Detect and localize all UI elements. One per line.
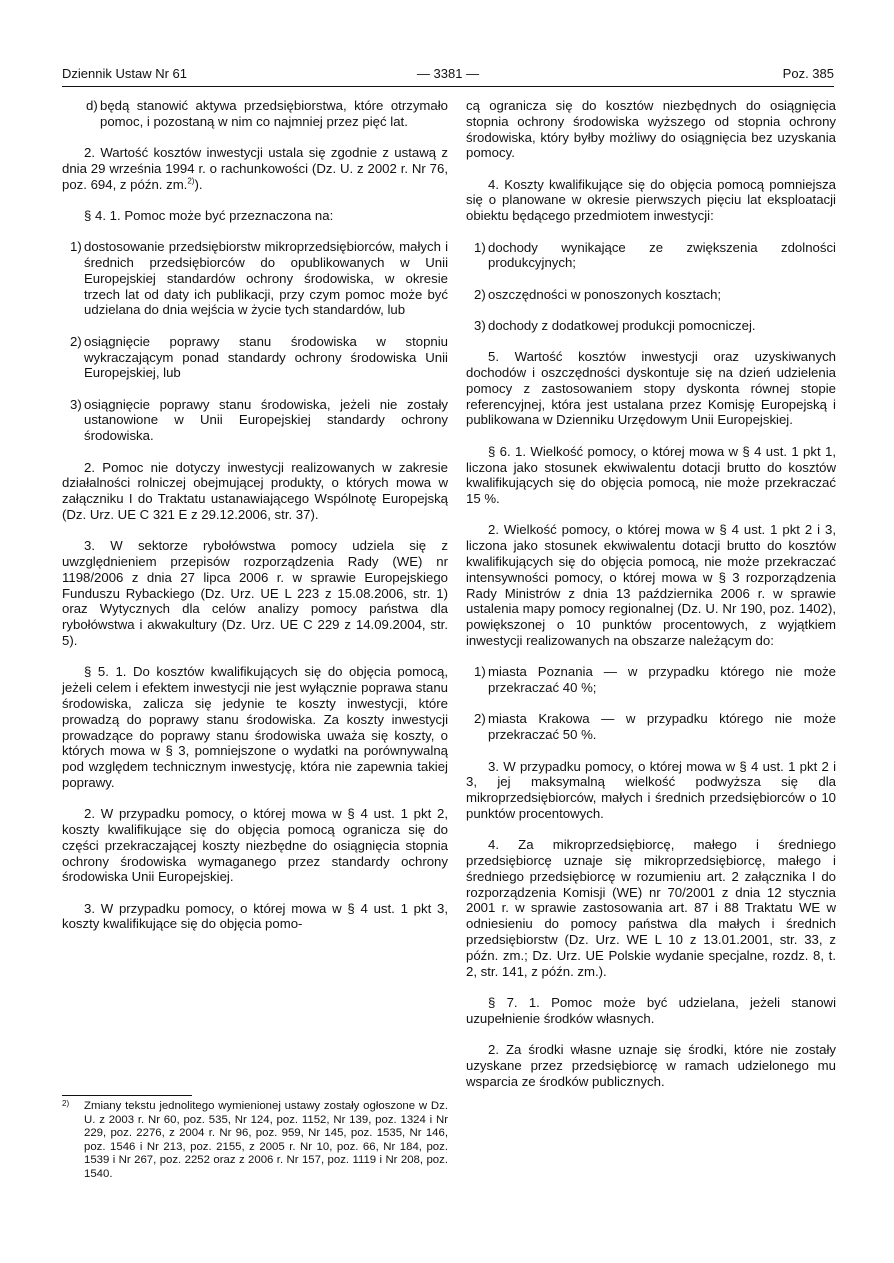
section-7-1: § 7. 1. Pomoc może być udzielana, jeżeli stanowi uzupełnienie środków własnych. bbox=[466, 994, 836, 1026]
list-item-1 bbox=[62, 239, 448, 318]
section-4-3: 3. W sektorze rybołówstwa pomocy udziela się z uwzględnieniem przepisów rozporządzenia Rady (WE) nr 1198/2006 z dnia 27 lipca 2006 r. w sprawie Europejskiego Funduszu Rybackiego (Dz. Urz. UE L 223 z 15.08.2006, str. 1) oraz Wytycznych dla celów analizy pomocy państwa dla rybołówstwa i akwakultury (Dz. Urz. UE C 229 z 14.09.2004, str. 5). bbox=[62, 538, 448, 649]
list-item-2 bbox=[466, 287, 836, 303]
list-item-2 bbox=[62, 334, 448, 381]
section-5-1: § 5. 1. Do kosztów kwalifikujących się do objęcia pomocą, jeżeli celem i efektem inwestycji nie jest wyłącznie poprawa stanu środowiska, zalicza się jedynie te koszty inwestycji, które prowadzą do poprawy stanu środowiska. Za koszty inwestycji prowadzące do poprawy stanu środowiska uważa się koszty, o których mowa w § 3, pomniejszone o wydatki na porównywalną pod względem technicznym inwestycję, która nie zapewnia takiej poprawy. bbox=[62, 664, 448, 790]
section-7-2: 2. Za środki własne uznaje się środki, które nie zostały uzyskane przez przedsiębiorcę w ramach udzielonego mu wsparcia ze środków publicznych. bbox=[466, 1041, 836, 1089]
list-marker: 2) bbox=[474, 286, 486, 302]
list-item-text: osiągnięcie poprawy stanu środowiska, jeżeli nie zostały ustanowione w Unii Europejskiej standardy ochrony środowiska. bbox=[84, 396, 448, 444]
section-6-1: § 6. 1. Wielkość pomocy, o której mowa w § 4 ust. 1 pkt 1, liczona jako stosunek ekwiwalentu dotacji brutto do kosztów kwalifikujących się do objęcia pomocą, nie może przekraczać 15 %. bbox=[466, 443, 836, 507]
section-6-3: 3. W przypadku pomocy, o której mowa w § 4 ust. 1 pkt 2 i 3, jej maksymalną wielkość podwyższa się dla mikroprzedsiębiorców, małych i średnich przedsiębiorców o 10 punktów procentowych. bbox=[466, 758, 836, 821]
journal-title: Dziennik Ustaw Nr 61 bbox=[62, 66, 187, 81]
list-marker: d) bbox=[86, 98, 98, 113]
footnote-mark: 2) bbox=[62, 1099, 70, 1108]
list-item-text: będą stanowić aktywa przedsiębiorstwa, które otrzymało pomoc, i pozostaną w nim co najmniej przez pięć lat. bbox=[100, 98, 448, 129]
paragraph-text-end: ). bbox=[194, 176, 203, 192]
section-5-2: 2. W przypadku pomocy, o której mowa w § 4 ust. 1 pkt 2, koszty kwalifikujące się do objęcia pomocą ogranicza się do części przekraczającej koszty niezbędne do osiągnięcia stopnia ochrony środowiska wymaganego przez standardy ochrony środowiska Unii Europejskiej. bbox=[62, 806, 448, 885]
list-marker: 1) bbox=[474, 239, 486, 255]
footnote bbox=[62, 1100, 448, 1182]
section-5-5: 5. Wartość kosztów inwestycji oraz uzyskiwanych dochodów i oszczędności dyskontuje się na dzień udzielenia pomocy z zastosowaniem stopy dyskonta równej stopie referencyjnej, która jest ustalana przez Komisję Europejską i publikowana w Dzienniku Urzędowym Unii Europejskiej. bbox=[466, 349, 836, 428]
list-item-poznan bbox=[466, 664, 836, 696]
list-item-text: dochody wynikające ze zwiększenia zdolności produkcyjnych; bbox=[488, 239, 836, 271]
section-4-2: 2. Pomoc nie dotyczy inwestycji realizowanych w zakresie działalności rolniczej obejmującej produkty, o których mowa w załączniku I do Traktatu ustanawiającego Wspólnotę Europejską (Dz. Urz. UE C 321 E z 29.12.2006, str. 37). bbox=[62, 459, 448, 522]
list-marker: 2) bbox=[70, 333, 82, 349]
paragraph bbox=[62, 145, 448, 192]
list-marker: 3) bbox=[474, 317, 486, 333]
section-5-4: 4. Koszty kwalifikujące się do objęcia pomocą pomniejsza się o planowane w okresie pierwszych pięciu lat eksploatacji obiektu będącego przedmiotem inwestycji: bbox=[466, 176, 836, 224]
page-number: — 3381 — bbox=[416, 66, 480, 81]
list-item-krakow bbox=[466, 711, 836, 743]
list-marker: 1) bbox=[70, 239, 82, 255]
list-item-text: miasta Krakowa — w przypadku którego nie może przekraczać 50 %. bbox=[488, 711, 836, 743]
list-item-3 bbox=[466, 318, 836, 334]
section-4-1: § 4. 1. Pomoc może być przeznaczona na: bbox=[84, 207, 334, 223]
list-item-text: dostosowanie przedsiębiorstw mikroprzedsiębiorców, małych i średnich przedsiębiorców do opublikowanych w Unii Europejskiej standardów ochrony środowiska, w okresie trzech lat od daty ich publikacji, przy czym pomoc może być udzielana do dnia wejścia w życie tych standardów, lub bbox=[84, 239, 448, 318]
section-5-3: 3. W przypadku pomocy, o której mowa w § 4 ust. 1 pkt 3, koszty kwalifikujące się do objęcia pomo- bbox=[62, 900, 448, 932]
paragraph-text: 2. Wartość kosztów inwestycji ustala się zgodnie z ustawą z dnia 29 września 1994 r. o rachunkowości (Dz. U. z 2002 r. Nr 76, poz. 694, z późn. zm. bbox=[62, 145, 448, 192]
list-marker: 3) bbox=[70, 396, 82, 412]
left-column bbox=[62, 98, 448, 948]
list-item-text: dochody z dodatkowej produkcji pomocniczej. bbox=[488, 317, 756, 333]
list-item-text: miasta Poznania — w przypadku którego nie może przekraczać 40 %; bbox=[488, 664, 836, 696]
list-marker: 1) bbox=[474, 664, 486, 680]
section-6-2: 2. Wielkość pomocy, o której mowa w § 4 ust. 1 pkt 2 i 3, liczona jako stosunek ekwiwalentu dotacji brutto do kosztów kwalifikujących się do objęcia pomocą, nie może przekraczać intensywności pomocy, o której mowa w § 3 rozporządzenia Rady Ministrów z dnia 13 października 2006 r. w sprawie ustalenia mapy pomocy regionalnej (Dz. U. Nr 190, poz. 1402), powiększonej o 10 punktów procentowych, z wyjątkiem inwestycji realizowanych na obszarze należącym do: bbox=[466, 522, 836, 649]
list-item-text: oszczędności w ponoszonych kosztach; bbox=[488, 286, 722, 302]
position-number: Poz. 385 bbox=[782, 66, 834, 81]
list-item-3 bbox=[62, 397, 448, 444]
continued-paragraph: cą ogranicza się do kosztów niezbędnych do osiągnięcia stopnia ochrony środowiska wyższego od stopnia ochrony środowiska, który byłby możliwy do osiągnięcia bez uzyskania pomocy. bbox=[466, 98, 836, 161]
page-header bbox=[62, 66, 834, 87]
right-column bbox=[466, 98, 836, 1105]
section-6-4: 4. Za mikroprzedsiębiorcę, małego i średniego przedsiębiorcę uznaje się mikroprzedsiębiorcę, małego i średniego przedsiębiorcę w rozumieniu art. 2 załącznika I do rozporządzenia Komisji (WE) nr 70/2001 z dnia 12 stycznia 2001 r. w sprawie zastosowania art. 87 i 88 Traktatu WE w odniesieniu do pomocy państwa dla małych i średnich przedsiębiorstw (Dz. Urz. WE L 10 z 13.01.2001, str. 33, z późn. zm.; Dz. Urz. UE Polskie wydanie specjalne, rozdz. 8, t. 2, str. 141, z późn. zm.). bbox=[466, 837, 836, 979]
footnote-ref: 2) bbox=[187, 176, 195, 186]
list-item-text: osiągnięcie poprawy stanu środowiska w stopniu wykraczającym ponad standardy ochrony środowiska Unii Europejskiej, lub bbox=[84, 333, 448, 381]
footnote-text: Zmiany tekstu jednolitego wymienionej ustawy zostały ogłoszone w Dz. U. z 2003 r. Nr 60, poz. 535, Nr 124, poz. 1152, Nr 139, poz. 1324 i Nr 229, poz. 2276, z 2004 r. Nr 96, poz. 959, Nr 145, poz. 1535, Nr 146, poz. 1546 i Nr 213, poz. 2155, z 2005 r. Nr 10, poz. 66, Nr 184, poz. 1539 i Nr 267, poz. 2252 oraz z 2006 r. Nr 157, poz. 1119 i Nr 208, poz. 1540. bbox=[84, 1100, 448, 1180]
list-item-1 bbox=[466, 240, 836, 272]
footnote-divider bbox=[62, 1095, 192, 1096]
list-marker: 2) bbox=[474, 711, 486, 727]
list-item-d bbox=[62, 98, 448, 130]
